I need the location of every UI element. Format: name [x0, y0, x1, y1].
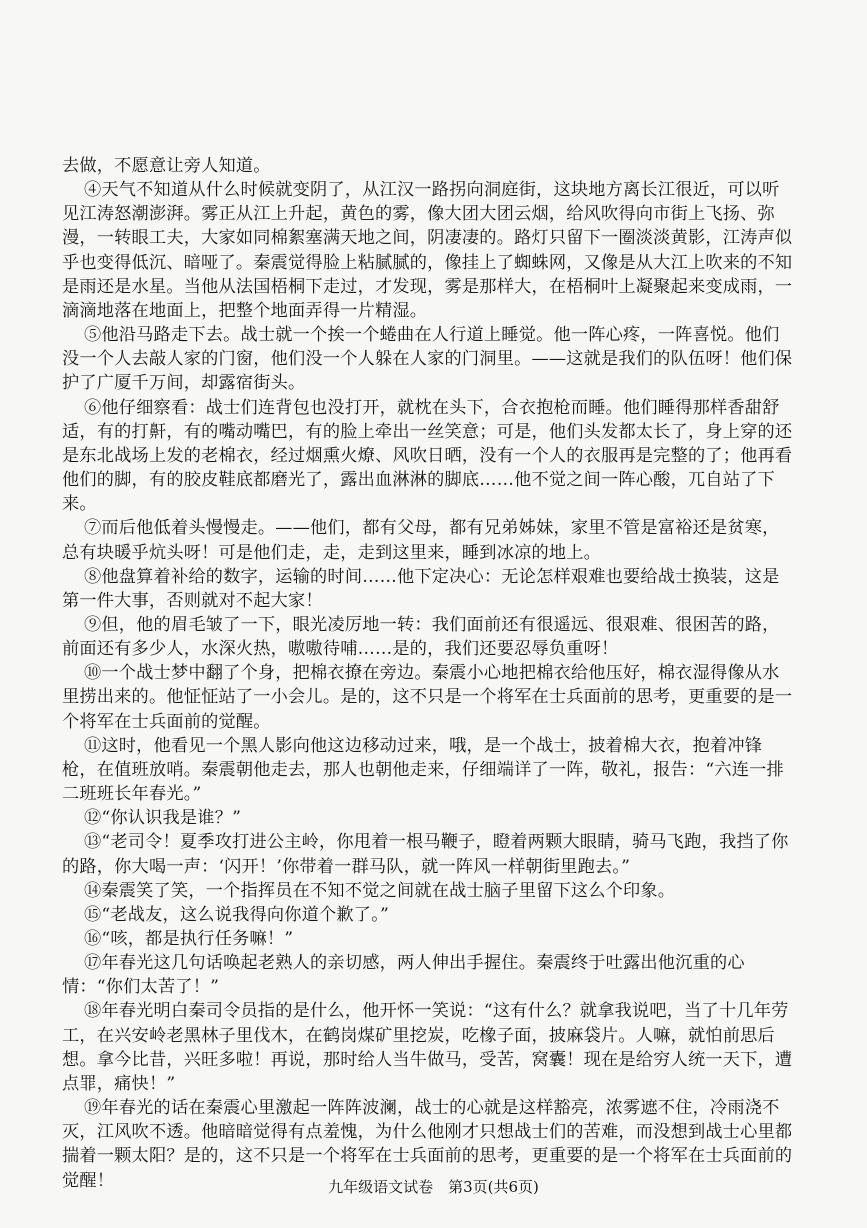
paragraph-14: ⑭秦震笑了笑，一个指挥员在不知不觉之间就在战士脑子里留下这么个印象。 [84, 880, 676, 901]
reading-passage [62, 154, 795, 1193]
paragraph-8: ⑧他盘算着补给的数字，运输的时间……他下定决心：无论怎样艰难也要给战士换装，这是第一件大事，否则就对不起大家！ [62, 566, 780, 611]
paragraph-11: ⑪这时，他看见一个黑人影向他这边移动过来，哦，是一个战士，披着棉大衣，抱着冲锋枪，在值班放哨。秦震朝他走去，那人也朝他走来，仔细端详了一阵，敬礼，报告：“六连一排二班班长年春光。” [62, 735, 784, 805]
paragraph-12: ⑫“你认识我是谁？” [84, 808, 242, 829]
paragraph-10: ⑩一个战士梦中翻了个身，把棉衣撩在旁边。秦震小心地把棉衣给他压好，棉衣湿得像从水里捞出来的。他怔怔站了一小会儿。是的，这不只是一个将军在士兵面前的思考，更重要的是一个将军在士兵面前的觉醒。 [62, 663, 793, 732]
paragraph-5: ⑤他沿马路走下去。战士就一个挨一个蜷曲在人行道上睡觉。他一阵心疼，一阵喜悦。他们没一个人去敲人家的门窗，他们没一个人躲在人家的门洞里。——这就是我们的队伍呀！他们保护了广厦千万间，却露宿街头。 [62, 325, 793, 394]
paragraph-15: ⑮“老战友，这么说我得向你道个歉了。” [84, 904, 389, 925]
paragraph-16: ⑯“咳，都是执行任务嘛！” [84, 929, 294, 949]
paragraph-18: ⑱年春光明白秦司令员指的是什么，他开怀一笑说：“这有什么？就拿我说吧，当了十几年劳工，在兴安岭老黑林子里伐木，在鹤岗煤矿里挖炭，吃橡子面，披麻袋片。人嘛，就怕前思后想。拿今比昔，兴旺多啦！再说，那时给人当牛做马，受苦，窝囊！现在是给穷人统一天下，遭点罪，痛快！” [62, 1001, 793, 1094]
paragraph-13: ⑬“老司令！夏季攻打进公主岭，你甩着一根马鞭子，瞪着两颗大眼睛，骑马飞跑，我挡了你的路，你大喝一声：‘闪开！’你带着一群马队，就一阵风一样朝街里跑去。” [62, 832, 789, 877]
paragraph-9: ⑨但，他的眉毛皱了一下，眼光凌厉地一转：我们面前还有很遥远、很艰难、很困苦的路，前面还有多少人，水深火热，嗷嗷待哺……是的，我们还要忍辱负重呀！ [62, 614, 780, 660]
page-footer: 九年级语文试卷 第3页(共6页) [328, 1178, 539, 1196]
paragraph-7: ⑦而后他低着头慢慢走。——他们，都有父母，都有兄弟姊妹，家里不管是富裕还是贫寒，总有块暖乎炕头呀！可是他们走，走，走到这里来，睡到冰凉的地上。 [62, 518, 780, 563]
paragraph-17: ⑰年春光这几句话唤起老熟人的亲切感，两人伸出手握住。秦震终于吐露出他沉重的心情：“你们太苦了！” [62, 953, 745, 998]
paragraph-6: ⑥他仔细察看：战士们连背包也没打开，就枕在头下，合衣抱枪而睡。他们睡得那样香甜舒适，有的打鼾，有的嘴动嘴巴，有的脸上牵出一丝笑意；可是，他们头发都太长了，身上穿的还是东北战场上发的老棉衣，经过烟熏火燎、风吹日晒，没有一个人的衣服再是完整的了；他再看他们的脚，有的胶皮鞋底都磨光了，露出血淋淋的脚底……他不觉之间一阵心酸，兀自站了下来。 [62, 397, 793, 515]
paragraph-4: ④天气不知道从什么时候就变阴了，从江汉一路拐向洞庭街，这块地方离长江很近，可以听见江涛怒潮澎湃。雾正从江上升起，黄色的雾，像大团大团云烟，给风吹得向市街上飞扬、弥漫，一转眼工夫，大家如同棉絮塞满天地之间，阴凄凄的。路灯只留下一圈淡淡黄影，江涛声似乎也变得低沉、暗哑了。秦震觉得脸上粘腻腻的，像挂上了蜘蛛网，又像是从大江上吹来的不知是雨还是水星。当他从法国梧桐下走过，才发现，雾是那样大，在梧桐叶上凝聚起来变成雨，一滴滴地落在地面上，把整个地面弄得一片精湿。 [62, 180, 793, 321]
paragraph-19: ⑲年春光的话在秦震心里激起一阵阵波澜，战士的心就是这样豁亮，浓雾遮不住，冷雨浇不灭，江风吹不透。他暗暗觉得有点羞愧，为什么他刚才只想战士们的苦难，而没想到战士心里都揣着一颗太阳？是的，这不只是一个将军在士兵面前的思考，更重要的是一个将军在士兵面前的觉醒！ [62, 1098, 793, 1191]
paragraph-continuation: 去做，不愿意让旁人知道。 [62, 156, 271, 176]
